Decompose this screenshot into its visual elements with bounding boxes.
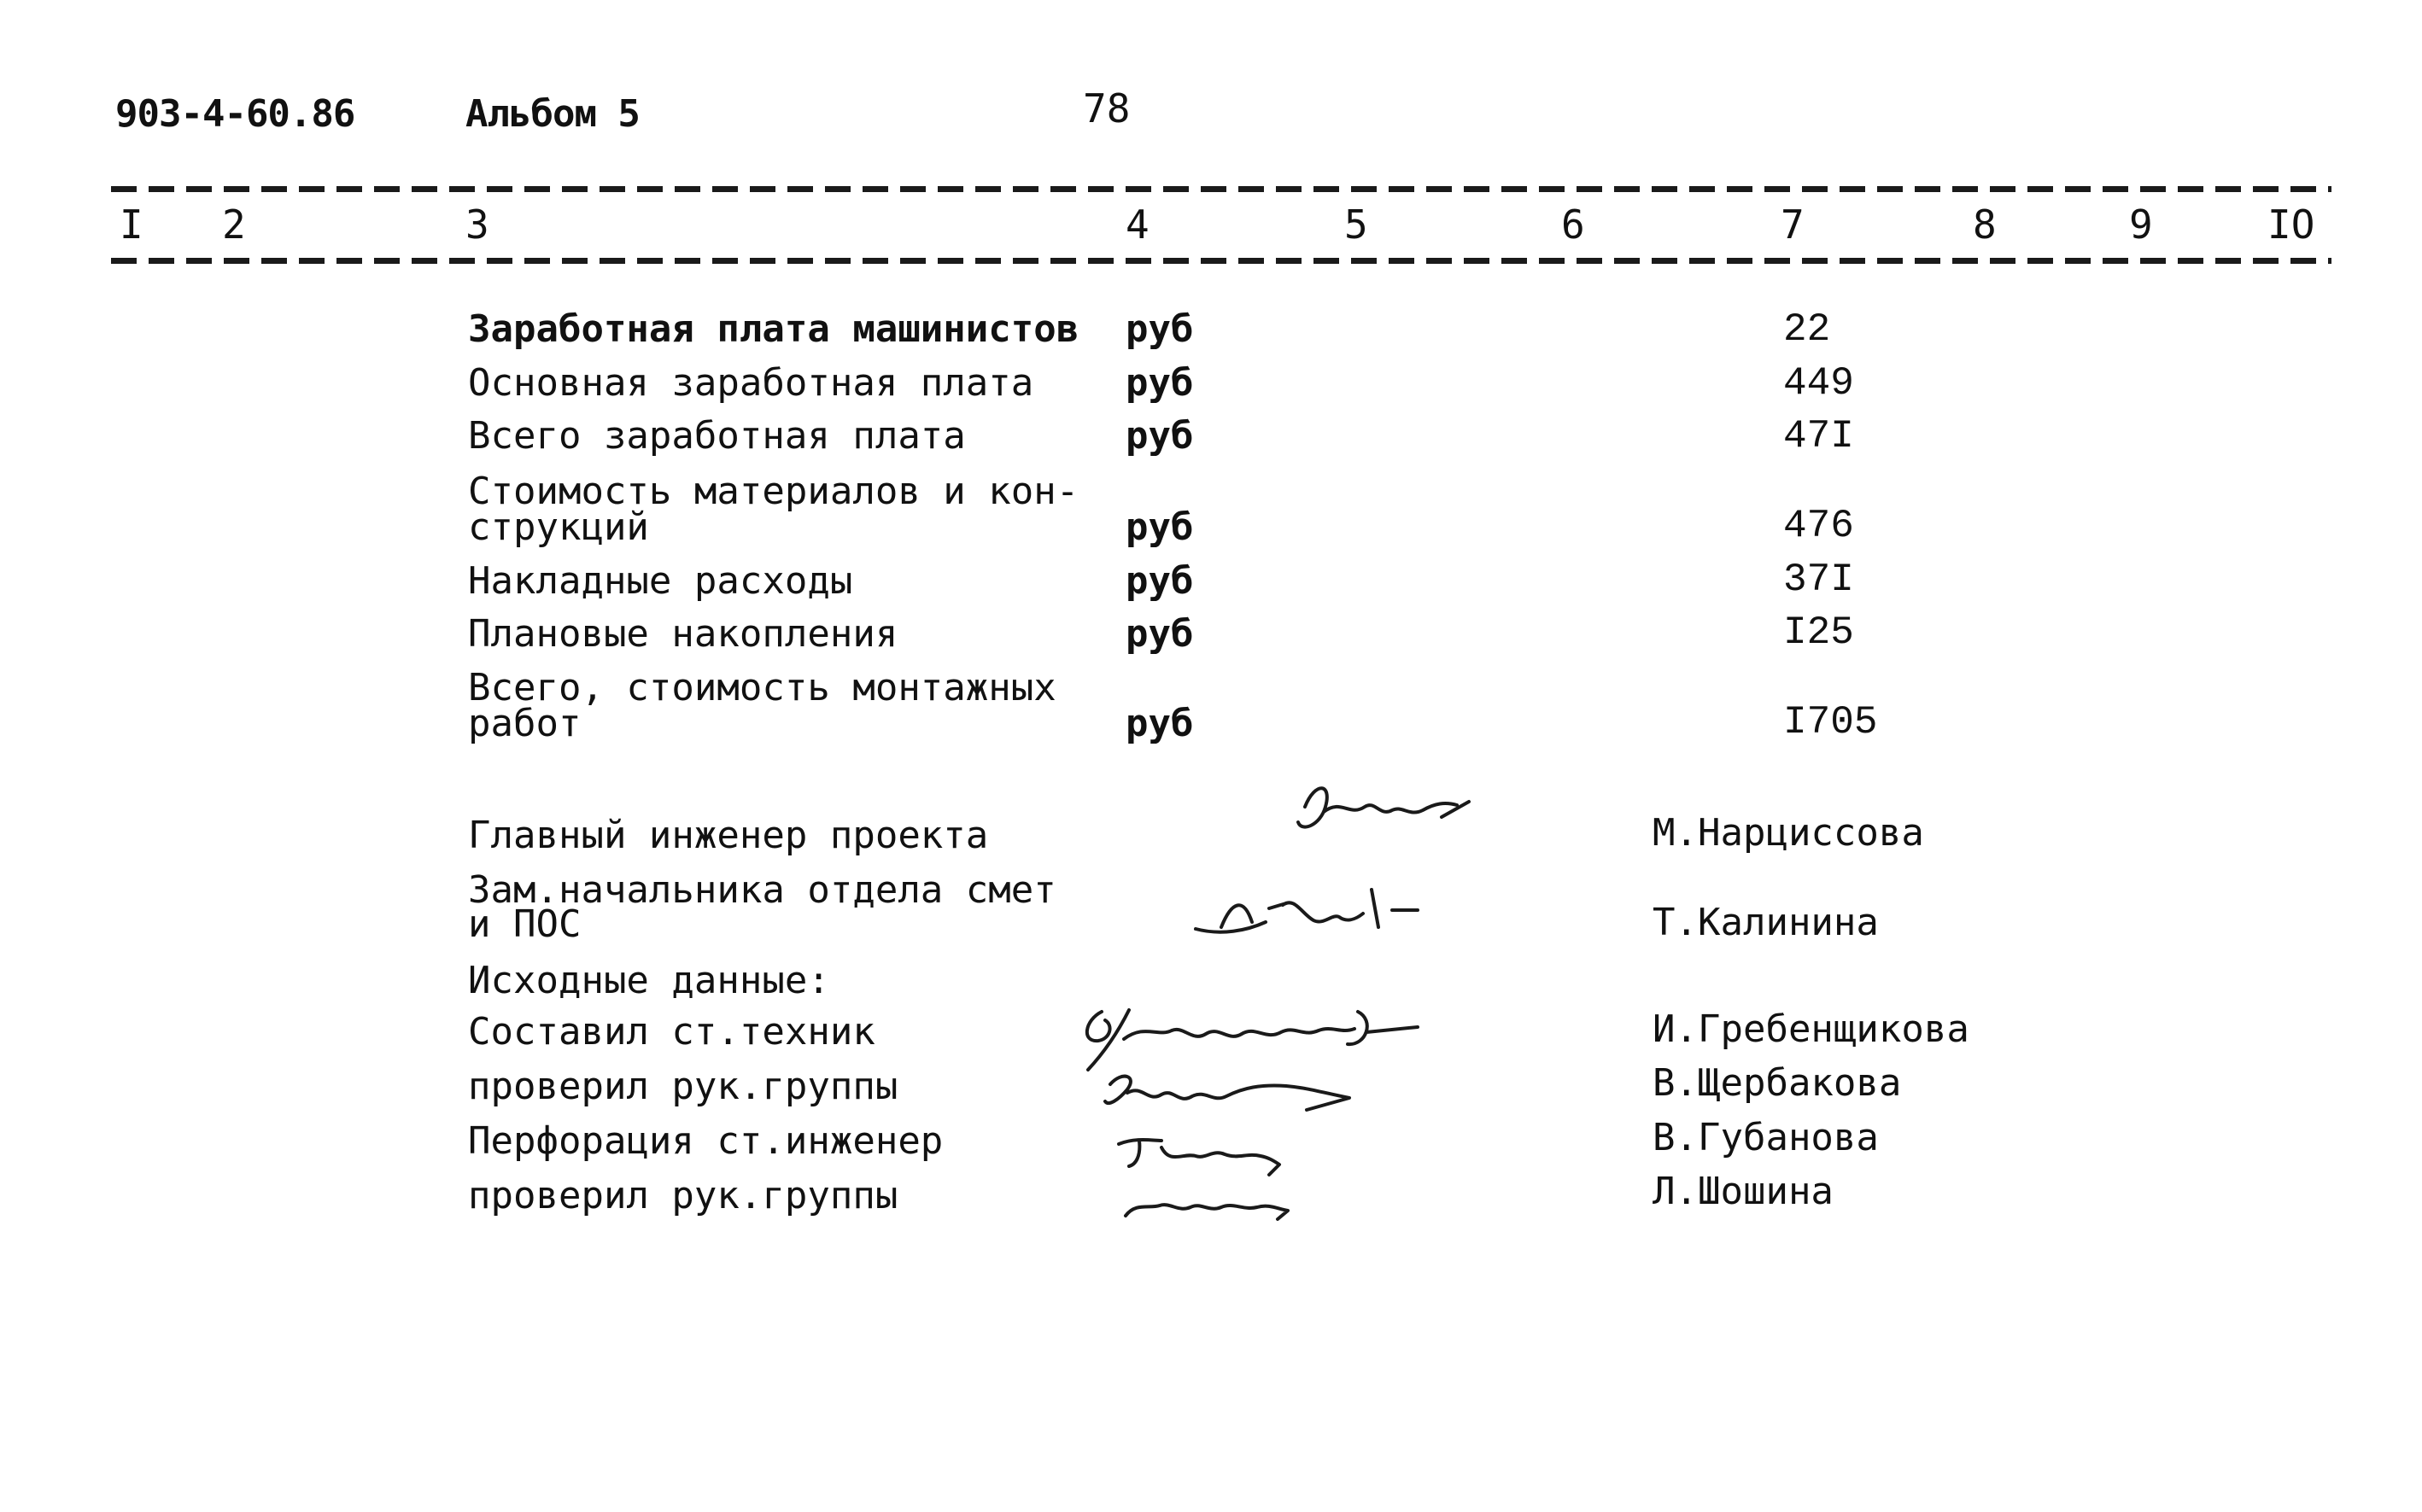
header-dashed-rule-bottom <box>111 258 2331 264</box>
row-label: Плановые накопления <box>468 612 898 656</box>
signatory-role: Перфорация ст.инженер <box>468 1119 944 1163</box>
signatory-name: Л.Шошина <box>1653 1170 1834 1213</box>
row-unit: руб <box>1126 505 1194 549</box>
row-unit: руб <box>1126 559 1194 603</box>
document-code: 903-4-60.86 <box>115 92 355 136</box>
column-header-10: IO <box>2267 201 2315 248</box>
row-label-line-1: Всего, стоимость монтажных <box>468 666 1056 709</box>
signatory-role: Главный инженер проекта <box>468 814 989 857</box>
row-unit: руб <box>1126 361 1194 405</box>
row-label: Основная заработная плата <box>468 361 1034 405</box>
column-header-1: I <box>120 201 143 248</box>
signature-perforation-and-checked <box>1110 1127 1366 1229</box>
signature-deputy-head <box>1187 879 1469 948</box>
signatory-name: Т.Калинина <box>1653 901 1879 944</box>
column-header-4: 4 <box>1126 201 1150 248</box>
column-header-3: 3 <box>465 201 489 248</box>
row-label: Заработная плата машинистов <box>468 307 1079 351</box>
row-label: Всего заработная плата <box>468 414 966 458</box>
signatory-role-line-2: и ПОС <box>468 902 582 946</box>
row-label-line-2: струкций <box>468 505 649 549</box>
signatory-name: В.Губанова <box>1653 1116 1879 1159</box>
signatory-role: Составил ст.техник <box>468 1010 875 1054</box>
page-number: 78 <box>1083 85 1131 131</box>
row-label: Накладные расходы <box>468 559 853 603</box>
row-label-line-1: Стоимость материалов и кон- <box>468 470 1079 513</box>
signature-checked-by-1 <box>1093 1059 1375 1135</box>
row-value: I705 <box>1783 700 1878 744</box>
signature-chief-engineer <box>1290 773 1486 849</box>
signatory-role: проверил рук.группы <box>468 1065 898 1108</box>
column-header-5: 5 <box>1344 201 1368 248</box>
signatory-role: проверил рук.группы <box>468 1174 898 1217</box>
row-value: 37I <box>1783 558 1854 602</box>
row-value: 22 <box>1783 307 1831 352</box>
column-header-8: 8 <box>1973 201 1997 248</box>
row-value: I25 <box>1783 610 1854 655</box>
row-unit: руб <box>1126 612 1194 656</box>
column-header-6: 6 <box>1561 201 1585 248</box>
column-header-7: 7 <box>1781 201 1805 248</box>
header-dashed-rule-top <box>111 186 2331 192</box>
signatory-role-line-1: Зам.начальника отдела смет <box>468 868 1056 912</box>
signatory-name: И.Гребенщикова <box>1653 1007 1969 1051</box>
source-data-heading: Исходные данные: <box>468 959 830 1002</box>
row-value: 47I <box>1783 414 1854 458</box>
row-value: 476 <box>1783 504 1854 548</box>
row-unit: руб <box>1126 414 1194 458</box>
signatory-name: В.Щербакова <box>1653 1061 1902 1105</box>
column-header-9: 9 <box>2129 201 2153 248</box>
row-unit: руб <box>1126 307 1194 351</box>
album-label: Альбом 5 <box>465 92 640 136</box>
row-unit: руб <box>1126 702 1194 745</box>
row-label-line-2: работ <box>468 702 582 745</box>
column-header-2: 2 <box>222 201 246 248</box>
row-value: 449 <box>1783 361 1854 406</box>
signatory-name: М.Нарциссова <box>1653 811 1924 855</box>
